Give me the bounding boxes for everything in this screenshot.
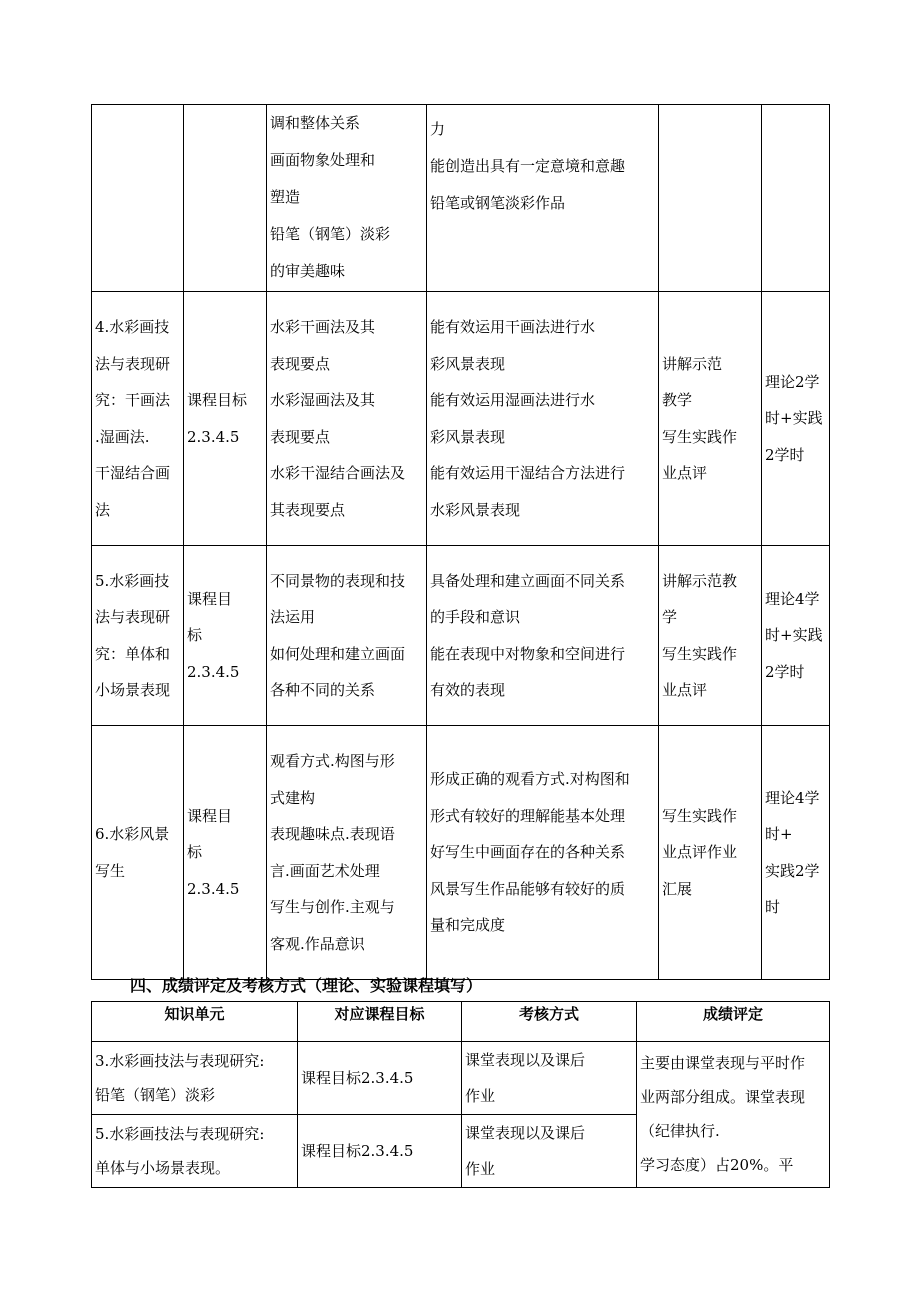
method-line: 讲解示范	[662, 354, 723, 373]
knowledge-unit-line: 铅笔（钢笔）淡彩	[95, 1086, 216, 1104]
goal-line: 课程目	[187, 589, 233, 608]
table-row	[92, 726, 830, 980]
goal-line: 2.3.4.5	[187, 427, 240, 446]
hours-line: 2学时	[765, 662, 805, 681]
knowledge-unit-line: 单体与小场景表现。	[95, 1159, 231, 1177]
goal-line: 课程目	[187, 806, 233, 825]
header-assessment-method: 考核方式	[462, 1002, 637, 1042]
unit-line: 法与表现研	[95, 608, 171, 626]
knowledge-unit-cell	[92, 1115, 298, 1188]
assessment-method-line: 作业	[465, 1087, 496, 1105]
knowledge-unit-line: 5.水彩画技法与表现研究:	[95, 1125, 265, 1143]
requirement-line: 能有效运用湿画法进行水	[430, 391, 596, 409]
hours-line: 时+	[765, 825, 793, 843]
content-line: 水彩干湿结合画法及	[270, 464, 406, 482]
requirement-line: 具备处理和建立画面不同关系	[430, 571, 626, 590]
goal-line: 2.3.4.5	[187, 662, 240, 681]
course-goal-cell: 课程目标2.3.4.5	[298, 1115, 462, 1188]
content-line: 水彩干画法及其	[270, 318, 376, 336]
hours-line: 理论4学	[765, 788, 820, 807]
knowledge-unit-line: 3.水彩画技法与表现研究:	[95, 1052, 265, 1070]
content-line: 其表现要点	[270, 500, 346, 519]
requirement-line: 彩风景表现	[430, 354, 506, 373]
content-line: 的审美趣味	[270, 262, 346, 280]
assessment-method-cell	[462, 1115, 637, 1188]
method-line: 业点评作业	[662, 843, 738, 862]
goal-cell	[184, 292, 267, 546]
hours-cell	[762, 726, 830, 980]
content-line: 不同景物的表现和技	[270, 571, 406, 590]
content-line: 表现要点	[270, 427, 331, 446]
requirement-line: 能创造出具有一定意境和意趣	[430, 157, 626, 175]
hours-line: 时+实践	[765, 626, 823, 645]
goal-cell	[184, 546, 267, 726]
hours-line: 理论4学	[765, 589, 820, 608]
assessment-method-line: 课堂表现以及课后	[465, 1124, 586, 1142]
grading-line: 学习态度）占20%。平	[640, 1156, 794, 1174]
assessment-method-line: 课堂表现以及课后	[465, 1051, 586, 1069]
content-line: 塑造	[270, 188, 301, 206]
unit-line: 6.水彩风景	[95, 825, 170, 843]
table-row	[92, 1042, 830, 1115]
method-line: 写生实践作	[662, 427, 738, 446]
assessment-method-cell	[462, 1042, 637, 1115]
method-line: 讲解示范教	[662, 571, 738, 590]
goal-cell	[184, 105, 267, 292]
requirement-cell	[427, 726, 659, 980]
section-title: 四、成绩评定及考核方式（理论、实验课程填写）	[130, 976, 483, 995]
hours-cell	[762, 546, 830, 726]
table-row	[92, 105, 830, 292]
assessment-method-line: 作业	[465, 1160, 496, 1178]
content-line: 式建构	[270, 788, 316, 807]
content-line: 表现要点	[270, 354, 331, 373]
method-line: 汇展	[662, 879, 693, 898]
method-line: 业点评	[662, 681, 708, 699]
content-line: 各种不同的关系	[270, 681, 376, 699]
grading-line: 主要由课堂表现与平时作	[640, 1054, 806, 1072]
method-line: 写生实践作	[662, 644, 738, 663]
requirement-line: 量和完成度	[430, 916, 506, 935]
header-course-goal: 对应课程目标	[298, 1002, 462, 1042]
content-cell	[267, 726, 427, 980]
goal-cell	[184, 726, 267, 980]
method-cell	[659, 726, 762, 980]
requirement-line: 的手段和意识	[430, 608, 521, 626]
unit-line: 写生	[95, 861, 126, 880]
hours-line: 时+实践	[765, 409, 823, 428]
content-cell	[267, 292, 427, 546]
goal-line: 标	[187, 843, 203, 862]
method-line: 学	[662, 608, 678, 626]
unit-line: 干湿结合画	[95, 464, 171, 482]
requirement-line: 水彩风景表现	[430, 500, 521, 519]
requirement-line: 彩风景表现	[430, 427, 506, 446]
grading-cell	[637, 1042, 830, 1188]
method-line: 业点评	[662, 464, 708, 482]
table-row	[92, 292, 830, 546]
content-cell	[267, 105, 427, 292]
content-line: 写生与创作.主观与	[270, 898, 395, 916]
requirement-line: 铅笔或钢笔淡彩作品	[430, 194, 566, 212]
requirement-cell	[427, 292, 659, 546]
unit-line: 法	[95, 500, 111, 519]
header-knowledge-unit: 知识单元	[92, 1002, 298, 1042]
grading-line: （纪律执行.	[640, 1122, 720, 1140]
requirement-line: 风景写生作品能够有较好的质	[430, 879, 626, 898]
content-line: 客观.作品意识	[270, 934, 365, 953]
unit-line: 法与表现研	[95, 354, 171, 373]
goal-line: 课程目标	[187, 391, 248, 409]
hours-line: 理论2学	[765, 372, 820, 391]
unit-cell	[92, 105, 184, 292]
content-line: 如何处理和建立画面	[270, 644, 406, 663]
content-line: 表现趣味点.表现语	[270, 825, 395, 843]
table-row	[92, 546, 830, 726]
content-cell	[267, 546, 427, 726]
content-line: 铅笔（钢笔）淡彩	[270, 225, 391, 243]
requirement-cell	[427, 105, 659, 292]
grading-line: 业两部分组成。课堂表现	[640, 1088, 806, 1106]
header-grading: 成绩评定	[637, 1002, 830, 1042]
course-goal-cell: 课程目标2.3.4.5	[298, 1042, 462, 1115]
course-content-table	[91, 104, 830, 980]
hours-line: 实践2学	[765, 861, 820, 880]
requirement-line: 力	[430, 120, 446, 138]
unit-cell	[92, 726, 184, 980]
goal-line: 2.3.4.5	[187, 879, 240, 898]
hours-line: 时	[765, 898, 781, 916]
content-line: 观看方式.构图与形	[270, 752, 395, 770]
content-line: 水彩湿画法及其	[270, 391, 376, 409]
requirement-line: 好写生中画面存在的各种关系	[430, 843, 626, 862]
requirement-line: 能有效运用干湿结合方法进行	[430, 464, 626, 482]
content-line: 画面物象处理和	[270, 151, 376, 169]
method-line: 教学	[662, 391, 693, 409]
hours-cell	[762, 292, 830, 546]
content-line: 调和整体关系	[270, 114, 361, 132]
unit-line: 究：单体和	[95, 644, 171, 663]
hours-line: 2学时	[765, 445, 805, 464]
assessment-table	[91, 1001, 830, 1188]
unit-cell	[92, 292, 184, 546]
unit-line: 4.水彩画技	[95, 318, 170, 336]
hours-cell	[762, 105, 830, 292]
goal-line: 标	[187, 626, 203, 645]
unit-line: 究：干画法	[95, 391, 171, 409]
unit-line: .湿画法.	[95, 427, 150, 446]
method-cell	[659, 292, 762, 546]
requirement-line: 形式有较好的理解能基本处理	[430, 806, 626, 825]
unit-line: 小场景表现	[95, 681, 171, 699]
requirement-line: 能在表现中对物象和空间进行	[430, 644, 626, 663]
requirement-line: 形成正确的观看方式.对构图和	[430, 770, 630, 789]
requirement-line: 有效的表现	[430, 681, 506, 699]
requirement-line: 能有效运用干画法进行水	[430, 318, 596, 336]
method-cell	[659, 105, 762, 292]
method-line: 写生实践作	[662, 806, 738, 825]
unit-line: 5.水彩画技	[95, 571, 170, 590]
content-line: 法运用	[270, 608, 316, 626]
requirement-cell	[427, 546, 659, 726]
method-cell	[659, 546, 762, 726]
unit-cell	[92, 546, 184, 726]
knowledge-unit-cell	[92, 1042, 298, 1115]
content-line: 言.画面艺术处理	[270, 861, 380, 880]
